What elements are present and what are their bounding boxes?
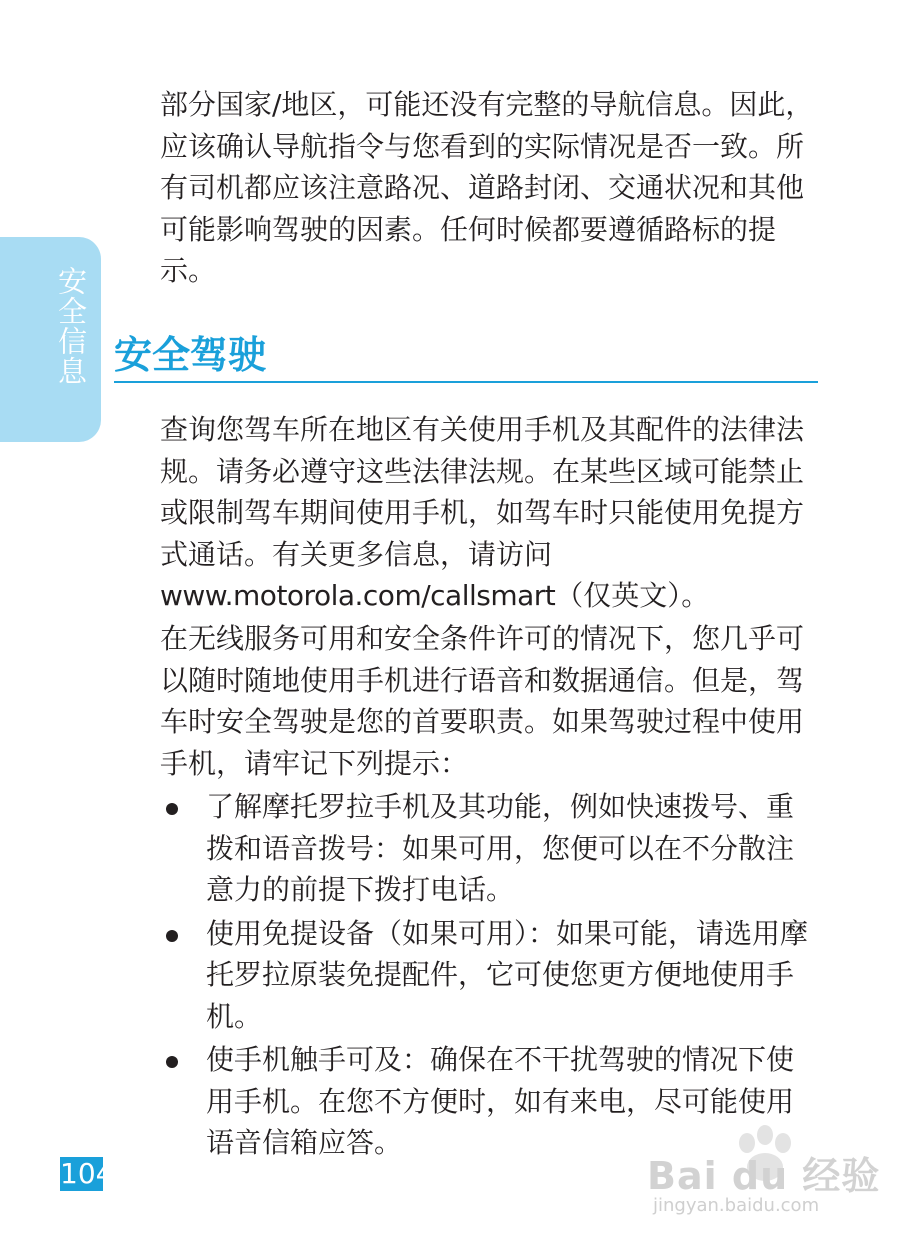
section-title: 安全驾驶 [114,333,267,377]
tip-text: 了解摩托罗拉手机及其功能，例如快速拨号、重拨和语音拨号：如果可用，您便可以在不分散注意力的前提下拨打电话。 [206,790,795,906]
bullet-icon [166,1056,178,1068]
law-text: 查询您驾车所在地区有关使用手机及其配件的法律法规。请务必遵守这些法律法规。在某些区域可能禁止或限制驾车期间使用手机，如驾车时只能使用免提方式通话。有关更多信息，请访问 [160,413,805,571]
tip-text: 使用免提设备（如果可用）：如果可能，请选用摩托罗拉原装免提配件，它可使您更方便地使用手机。 [206,916,809,1033]
baidu-jingyan-watermark [647,1125,881,1225]
bullet-icon [166,803,178,815]
english-only-note: （仅英文）。 [555,579,710,612]
law-paragraph [160,409,820,617]
driving-text: 在无线服务可用和安全条件许可的情况下，您几乎可以随时随地使用手机进行语音和数据通信。但是，驾车时安全驾驶是您的首要职责。如果驾驶过程中使用手机，请牢记下列提示： [160,622,805,780]
page-number: 104 [60,1157,114,1190]
bullet-icon [166,930,178,942]
tip-text: 使手机触手可及：确保在不干扰驾驶的情况下使用手机。在您不方便时，如有来电，尽可能使用语音信箱应答。 [206,1043,795,1159]
section-divider [114,381,818,383]
intro-paragraph [160,84,820,292]
callsmart-link[interactable]: www.motorola.com/callsmart [160,579,556,612]
list-item [160,786,820,911]
tips-list [160,786,820,1166]
watermark-logo: Bai du 经验 [647,1154,881,1198]
driving-paragraph [160,618,820,784]
watermark-url: jingyan.baidu.com [653,1195,820,1216]
intro-text: 部分国家/地区，可能还没有完整的导航信息。因此，应该确认导航指令与您看到的实际情况是否一致。所有司机都应该注意路况、道路封闭、交通状况和其他可能影响驾驶的因素。任何时候都要遵循路标的提示。 [160,88,814,287]
list-item [160,913,820,1038]
side-tab-label: 安全信息 [54,266,88,386]
